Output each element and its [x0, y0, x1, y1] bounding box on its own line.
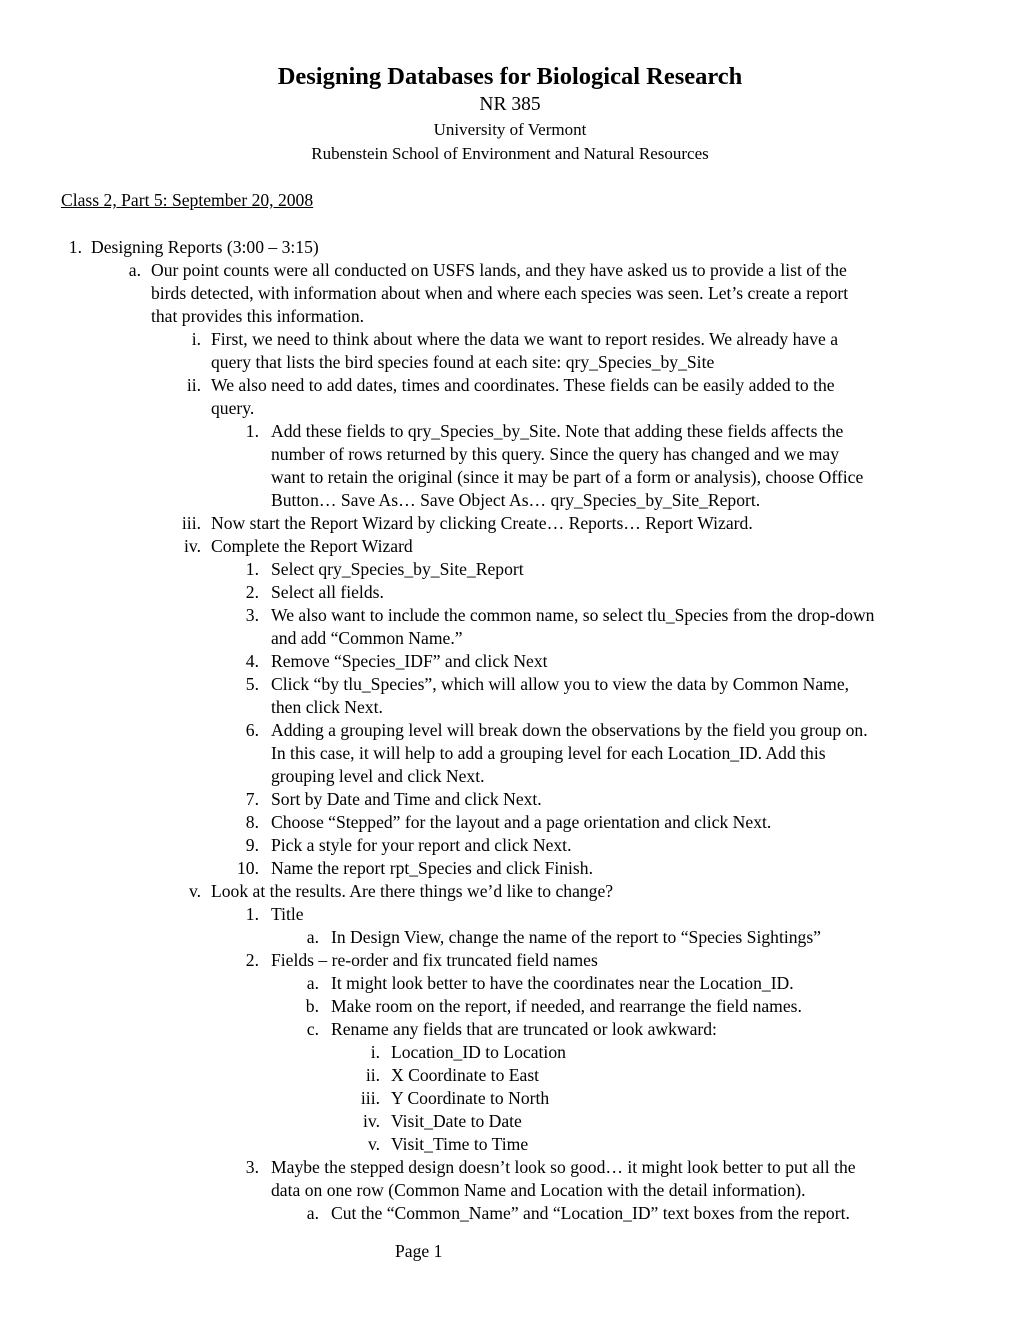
course-number: NR 385: [479, 94, 541, 115]
outline-marker: 6.: [245, 720, 259, 740]
outline-marker: 3.: [245, 605, 259, 625]
outline-line: Choose “Stepped” for the layout and a page orientation and click Next.: [271, 812, 772, 832]
outline-line: Location_ID to Location: [391, 1042, 566, 1062]
outline-line: Visit_Date to Date: [391, 1111, 522, 1131]
outline-line: Rename any fields that are truncated or look awkward:: [331, 1019, 717, 1039]
page-number: Page 1: [395, 1241, 443, 1261]
outline-marker: iv.: [184, 536, 201, 556]
outline-marker: b.: [305, 996, 319, 1016]
outline-marker: 9.: [245, 835, 259, 855]
outline-marker: 10.: [237, 858, 259, 878]
outline-marker: 1.: [68, 237, 82, 257]
outline-line: Remove “Species_IDF” and click Next: [271, 651, 548, 671]
outline-line: Maybe the stepped design doesn’t look so good… it might look better to put all the: [271, 1157, 856, 1177]
outline-line: Name the report rpt_Species and click Finish.: [271, 858, 593, 878]
document-title: Designing Databases for Biological Research: [277, 63, 743, 90]
outline-marker: a.: [128, 260, 141, 280]
outline-line: birds detected, with information about when and where each species was seen. Let’s create a report: [151, 283, 849, 303]
outline-marker: 8.: [245, 812, 259, 832]
outline-marker: 5.: [245, 674, 259, 694]
outline-line: Our point counts were all conducted on USFS lands, and they have asked us to provide a list of the: [151, 260, 847, 280]
outline-marker: iii.: [360, 1088, 380, 1108]
outline-marker: a.: [306, 973, 319, 993]
outline-line: data on one row (Common Name and Location with the detail information).: [271, 1180, 806, 1200]
outline-line: Pick a style for your report and click Next.: [271, 835, 572, 855]
university-name: University of Vermont: [433, 120, 587, 139]
outline-line: First, we need to think about where the data we want to report resides. We already have a: [211, 329, 839, 349]
outline-marker: 3.: [245, 1157, 259, 1177]
outline-marker: c.: [306, 1019, 319, 1039]
outline-line: In this case, it will help to add a grouping level for each Location_ID. Add this: [271, 743, 826, 763]
outline-marker: i.: [370, 1042, 380, 1062]
outline-marker: a.: [306, 1203, 319, 1223]
class-heading: Class 2, Part 5: September 20, 2008: [61, 190, 314, 210]
outline-line: It might look better to have the coordinates near the Location_ID.: [331, 973, 794, 993]
outline-line: and add “Common Name.”: [271, 628, 463, 648]
outline-marker: iv.: [363, 1111, 380, 1131]
outline-line: Title: [271, 904, 304, 924]
outline-line: Adding a grouping level will break down the observations by the field you group on.: [271, 720, 868, 740]
outline-line: Designing Reports (3:00 – 3:15): [91, 237, 319, 257]
outline-line: query.: [211, 398, 255, 418]
outline-marker: ii.: [186, 375, 201, 395]
outline-marker: i.: [191, 329, 201, 349]
outline-marker: 1.: [245, 904, 259, 924]
outline-marker: iii.: [181, 513, 201, 533]
outline-marker: 2.: [245, 950, 259, 970]
outline-line: X Coordinate to East: [391, 1065, 540, 1085]
outline-line: Button… Save As… Save Object As… qry_Species_by_Site_Report.: [271, 490, 761, 510]
outline-line: Fields – re-order and fix truncated field names: [271, 950, 598, 970]
outline-line: Y Coordinate to North: [391, 1088, 550, 1108]
outline-line: Make room on the report, if needed, and rearrange the field names.: [331, 996, 802, 1016]
outline-line: In Design View, change the name of the report to “Species Sightings”: [331, 927, 821, 947]
outline-line: Select qry_Species_by_Site_Report: [271, 559, 524, 579]
outline-marker: v.: [188, 881, 201, 901]
outline-line: Visit_Time to Time: [391, 1134, 529, 1154]
outline-marker: 2.: [245, 582, 259, 602]
outline-line: grouping level and click Next.: [271, 766, 485, 786]
outline-marker: 1.: [245, 559, 259, 579]
outline-line: number of rows returned by this query. Since the query has changed and we may: [271, 444, 840, 464]
outline-line: Sort by Date and Time and click Next.: [271, 789, 542, 809]
outline-line: Look at the results. Are there things we’d like to change?: [211, 881, 614, 901]
outline-line: Now start the Report Wizard by clicking Create… Reports… Report Wizard.: [211, 513, 753, 533]
outline-line: We also need to add dates, times and coordinates. These fields can be easily added to the: [211, 375, 835, 395]
outline-line: then click Next.: [271, 697, 383, 717]
outline-line: Add these fields to qry_Species_by_Site. Note that adding these fields affects the: [271, 421, 844, 441]
outline-marker: v.: [367, 1134, 380, 1154]
outline-marker: 4.: [245, 651, 259, 671]
outline-marker: a.: [306, 927, 319, 947]
outline-line: Complete the Report Wizard: [211, 536, 413, 556]
outline-marker: 1.: [245, 421, 259, 441]
outline-line: Select all fields.: [271, 582, 384, 602]
outline-line: that provides this information.: [151, 306, 365, 326]
outline-line: want to retain the original (since it may be part of a form or analysis), choose Office: [271, 467, 864, 487]
outline-line: Click “by tlu_Species”, which will allow you to view the data by Common Name,: [271, 674, 850, 694]
outline-marker: 7.: [245, 789, 259, 809]
outline-marker: ii.: [365, 1065, 380, 1085]
school-name: Rubenstein School of Environment and Natural Resources: [311, 144, 709, 163]
outline-line: Cut the “Common_Name” and “Location_ID” text boxes from the report.: [331, 1203, 850, 1223]
outline-line: We also want to include the common name, so select tlu_Species from the drop-down: [271, 605, 875, 625]
outline-line: query that lists the bird species found at each site: qry_Species_by_Site: [211, 352, 715, 372]
